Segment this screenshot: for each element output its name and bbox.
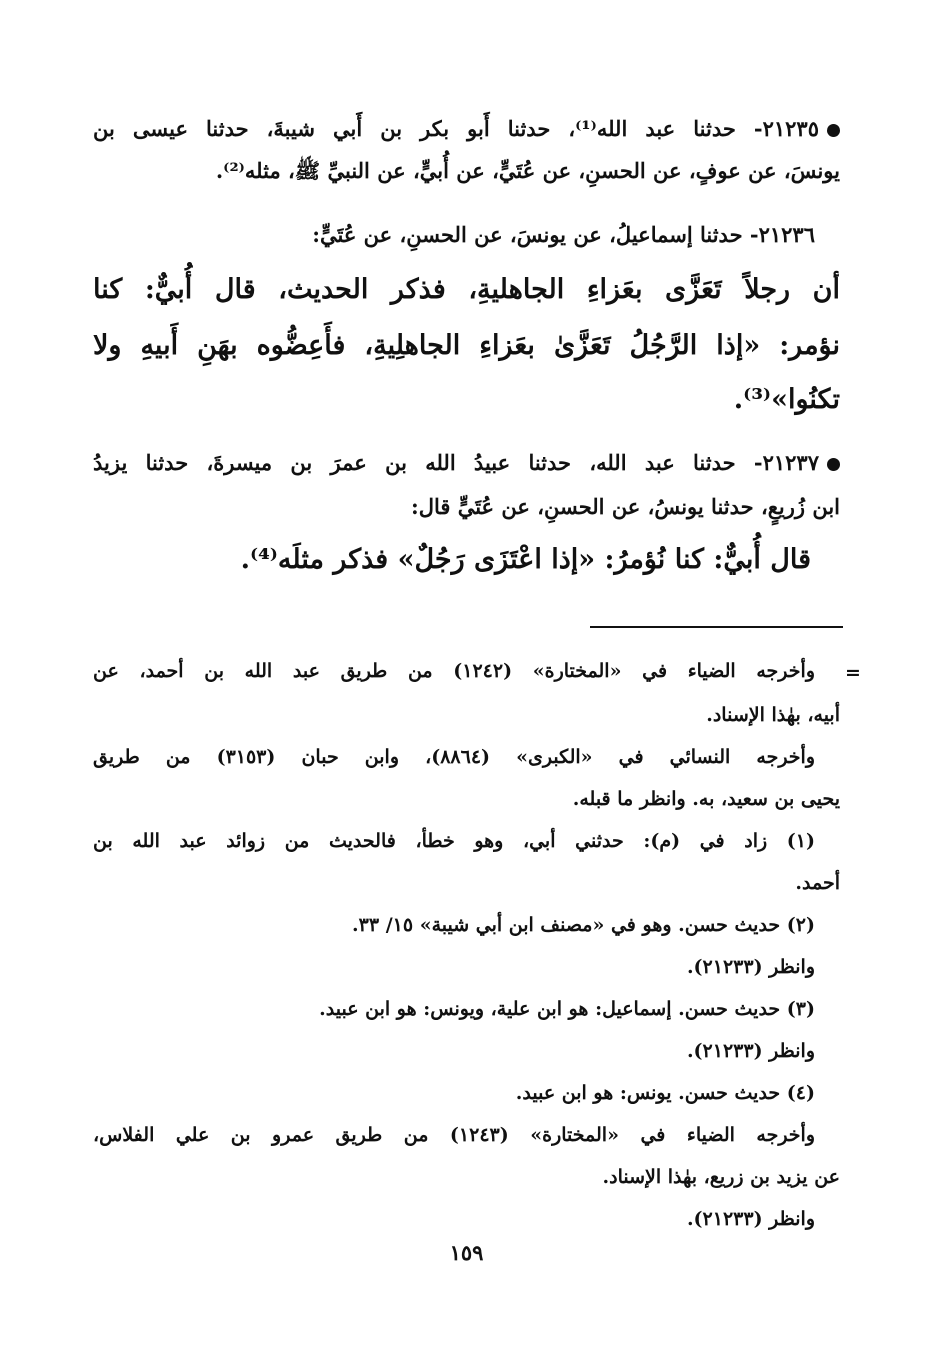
hadith-21236-matn-line-3: تكنُوا»⁽³⁾. <box>733 384 840 415</box>
footnote-3-line-2: وانظر (٢١٢٣٣). <box>686 1040 815 1062</box>
footnote-1-line-1: (١) زاد في (م): حدثني أبي، وهو خطأ، فالحديث من زوائد عبد الله بن <box>93 830 815 852</box>
footnote-continuation-line-2: أبيه، بهٰذا الإسناد. <box>706 704 840 726</box>
hadith-21235-line-1: ٢١٢٣٥- حدثنا عبد الله⁽¹⁾، حدثنا أَبو بكر بن أَبي شيبةَ، حدثنا عيسى بن <box>93 116 840 141</box>
footnote-4-line-1: (٤) حديث حسن. يونس: هو ابن عبيد. <box>515 1082 815 1104</box>
bullet-icon <box>827 458 840 471</box>
footnote-4-line-2: وأخرجه الضياء في «المختارة» (١٢٤٣) من طريق عمرو بن علي الفلاس، <box>93 1124 815 1146</box>
hadith-21237-line-1: ٢١٢٣٧- حدثنا عبد الله، حدثنا عبيدُ الله بن عمرَ بن ميسرةَ، حدثنا يزيدُ <box>93 450 840 475</box>
footnote-continuation-line-3: وأخرجه النسائي في «الكبرى» (٨٨٦٤)، وابن حبان (٣١٥٣) من طريق <box>93 746 816 768</box>
footnote-continuation-line-1: وأخرجه الضياء في «المختارة» (١٢٤٢) من طريق عبد الله بن أحمد، عن <box>93 660 815 682</box>
bullet-icon <box>827 124 840 137</box>
footnote-separator <box>590 626 843 628</box>
hadith-21237-matn: قال أُبيٌّ: كنا نُؤمرُ: «إذا اعْتَزَى رَجُلٌ» فذكر مثلَه⁽⁴⁾. <box>240 544 811 575</box>
footnote-2-line-1: (٢) حديث حسن. وهو في «مصنف ابن أبي شيبة» ١٥/ ٣٣. <box>352 914 815 936</box>
hadith-21235-line-2: يونسَ، عن عوفٍ، عن الحسنِ، عن عُتَيٍّ، عن أُبيٍّ، عن النبيِّ ﷺ، مثله⁽²⁾. <box>215 158 840 183</box>
hadith-21236-line-1: ٢١٢٣٦- حدثنا إسماعيلُ، عن يونسَ، عن الحسنِ، عن عُتَيٍّ: <box>312 222 815 247</box>
footnote-1-line-2: أحمد. <box>795 872 840 894</box>
footnote-4-line-3: عن يزيد بن زريع، بهٰذا الإسناد. <box>602 1166 840 1188</box>
continuation-marker: = <box>845 662 861 684</box>
footnote-2-line-2: وانظر (٢١٢٣٣). <box>686 956 815 978</box>
hadith-21237-line-2: ابن زُريعٍ، حدثنا يونسُ، عن الحسنِ، عن عُتَيٍّ قال: <box>410 494 840 519</box>
hadith-21236-matn-line-2: نؤمر: «إذا الرَّجُلُ تَعَزَّىٰ بعَزاءِ الجاهلِيةِ، فأَعِضُّوه بهَنِ أَبيهِ ولا <box>93 330 840 361</box>
footnote-4-line-4: وانظر (٢١٢٣٣). <box>686 1208 815 1230</box>
hadith-21236-matn-line-1: أن رجلاً تَعَزَّى بعَزاءِ الجاهليةِ، فذكر الحديث، قال أُبيٌّ: كنا <box>93 274 840 305</box>
footnote-continuation-line-4: يحيى بن سعيد، به. وانظر ما قبله. <box>572 788 840 810</box>
page-number: ١٥٩ <box>449 1240 484 1265</box>
footnote-3-line-1: (٣) حديث حسن. إسماعيل: هو ابن علية، ويونس: هو ابن عبيد. <box>319 998 815 1020</box>
